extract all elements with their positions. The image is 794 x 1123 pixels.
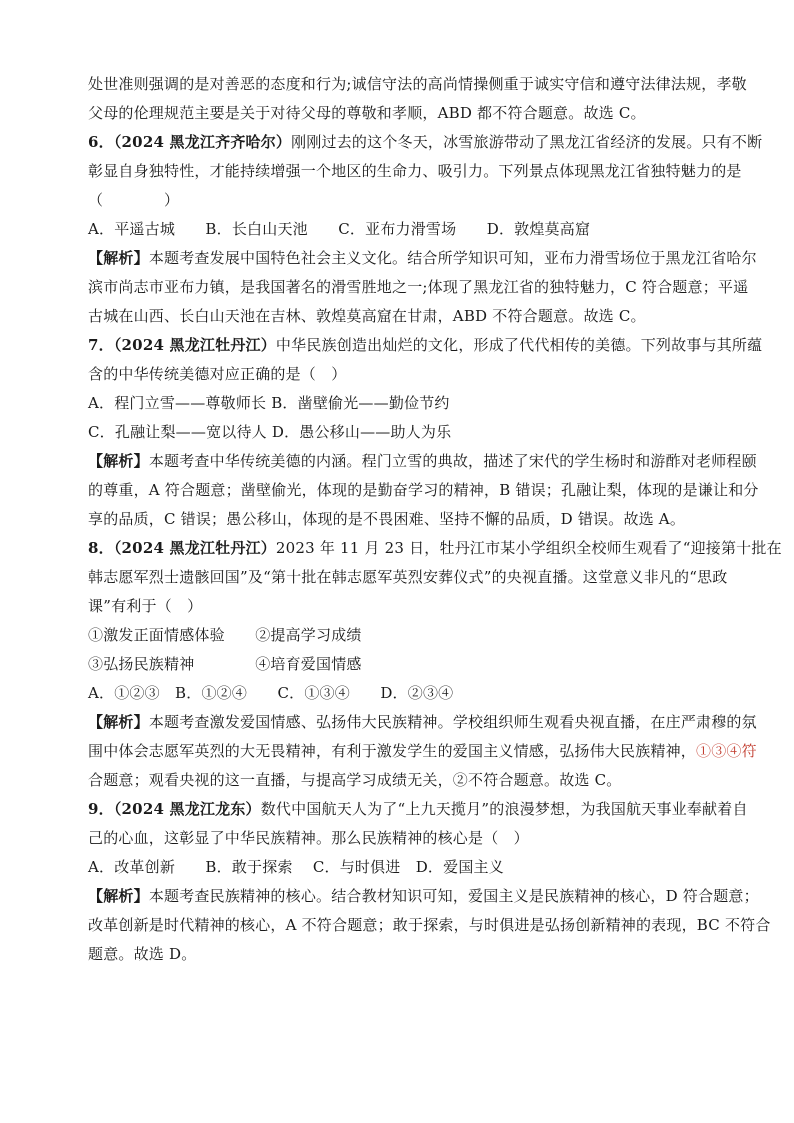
analysis-text: 滨市尚志市亚布力镇，是我国著名的滑雪胜地之一;体现了黑龙江省的独特魅力，C 符合题意；平遥 (88, 278, 749, 296)
question-text: 刚刚过去的这个冬天，冰雪旅游带动了黑龙江省经济的发展。只有不断 (291, 133, 763, 151)
question-6-stem (88, 128, 763, 157)
analysis-text: 改革创新是时代精神的核心，A 不符合题意；敢于探索，与时俱进是弘扬创新精神的表现，BC 不符合 (88, 916, 771, 934)
question-source: （2024 黑龙江龙东） (113, 800, 261, 818)
analysis-text: 本题考查发展中国特色社会主义文化。结合所学知识可知，亚布力滑雪场位于黑龙江省哈尔 (148, 249, 757, 267)
question-text: 己的心血，这彰显了中华民族精神。那么民族精神的核心是（ ） (88, 829, 529, 847)
question-number: 8． (88, 539, 114, 557)
question-number: 9． (88, 800, 114, 818)
analysis-tag: 【解析】 (88, 249, 149, 267)
question-source: （2024 黑龙江牡丹江） (113, 336, 276, 354)
document-page (88, 70, 782, 969)
question-8-item-row: ①激发正面情感体验 ②提高学习成绩 (88, 626, 362, 644)
question-8-item-row: ③弘扬民族精神 ④培育爱国情感 (88, 655, 362, 673)
analysis-text: 合题意；观看央视的这一直播，与提高学习成绩无关，②不符合题意。故选 C。 (88, 771, 622, 789)
analysis-text: 围中体会志愿军英烈的大无畏精神，有利于激发学生的爱国主义情感，弘扬伟大民族精神， (88, 742, 697, 760)
question-7-option-row: C．孔融让梨——宽以待人 D．愚公移山——助人为乐 (88, 423, 452, 441)
question-text: 2023 年 11 月 23 日，牡丹江市某小学组织全校师生观看了“迎接第十批在 (275, 539, 782, 557)
question-source: （2024 黑龙江牡丹江） (113, 539, 276, 557)
question-7-stem (88, 331, 763, 360)
question-7-option-row: A．程门立雪——尊敬师长 B．凿壁偷光——勤俭节约 (88, 394, 450, 412)
question-9-stem (88, 795, 748, 824)
analysis-text (88, 737, 757, 766)
question-6-options: A．平遥古城 B．长白山天池 C．亚布力滑雪场 D．敦煌莫高窟 (88, 220, 591, 238)
question-9-options: A．改革创新 B．敢于探索 C．与时俱进 D．爱国主义 (88, 858, 504, 876)
question-7-analysis (88, 447, 757, 476)
analysis-tag: 【解析】 (88, 887, 149, 905)
analysis-text: 题意。故选 D。 (88, 945, 197, 963)
answer-blank: （ ） (88, 191, 180, 209)
analysis-tag: 【解析】 (88, 452, 149, 470)
analysis-tag: 【解析】 (88, 713, 149, 731)
highlighted-answer: ①③④符 (696, 742, 757, 760)
question-source: （2024 黑龙江齐齐哈尔） (113, 133, 292, 151)
question-number: 7． (88, 336, 114, 354)
question-8-stem (88, 534, 782, 563)
question-text: 彰显自身独特性，才能持续增强一个地区的生命力、吸引力。下列景点体现黑龙江省独特魅力的是 (88, 162, 742, 180)
question-8-options: A．①②③ B．①②④ C．①③④ D．②③④ (88, 684, 454, 702)
continuation-line: 处世准则强调的是对善恶的态度和行为;诚信守法的高尚情操侧重于诚实守信和遵守法律法规，孝敬 (88, 75, 747, 93)
analysis-text: 享的品质，C 错误；愚公移山，体现的是不畏困难、坚持不懈的品质，D 错误。故选 A。 (88, 510, 686, 528)
question-text: 中华民族创造出灿烂的文化，形成了代代相传的美德。下列故事与其所蕴 (275, 336, 763, 354)
continuation-line: 父母的伦理规范主要是关于对待父母的尊敬和孝顺，ABD 都不符合题意。故选 C。 (88, 104, 646, 122)
analysis-text: 的尊重，A 符合题意；凿壁偷光，体现的是勤奋学习的精神，B 错误；孔融让梨，体现的是谦让和分 (88, 481, 759, 499)
question-6-analysis (88, 244, 757, 273)
question-text: 含的中华传统美德对应正确的是（ ） (88, 365, 347, 383)
question-number: 6． (88, 133, 114, 151)
question-9-analysis (88, 882, 759, 911)
question-text: 数代中国航天人为了“上九天揽月”的浪漫梦想，为我国航天事业奉献着自 (260, 800, 748, 818)
analysis-text: 本题考查民族精神的核心。结合教材知识可知，爱国主义是民族精神的核心，D 符合题意； (148, 887, 759, 905)
question-text: 课”有利于（ ） (88, 597, 203, 615)
analysis-text: 本题考查激发爱国情感、弘扬伟大民族精神。学校组织师生观看央视直播，在庄严肃穆的氛 (148, 713, 757, 731)
analysis-text: 古城在山西、长白山天池在吉林、敦煌莫高窟在甘肃，ABD 不符合题意。故选 C。 (88, 307, 646, 325)
question-8-analysis (88, 708, 757, 737)
analysis-text: 本题考查中华传统美德的内涵。程门立雪的典故，描述了宋代的学生杨时和游酢对老师程颐 (148, 452, 757, 470)
question-text: 韩志愿军烈士遗骸回国”及“第十批在韩志愿军英烈安葬仪式”的央视直播。这堂意义非凡的“思政 (88, 568, 728, 586)
